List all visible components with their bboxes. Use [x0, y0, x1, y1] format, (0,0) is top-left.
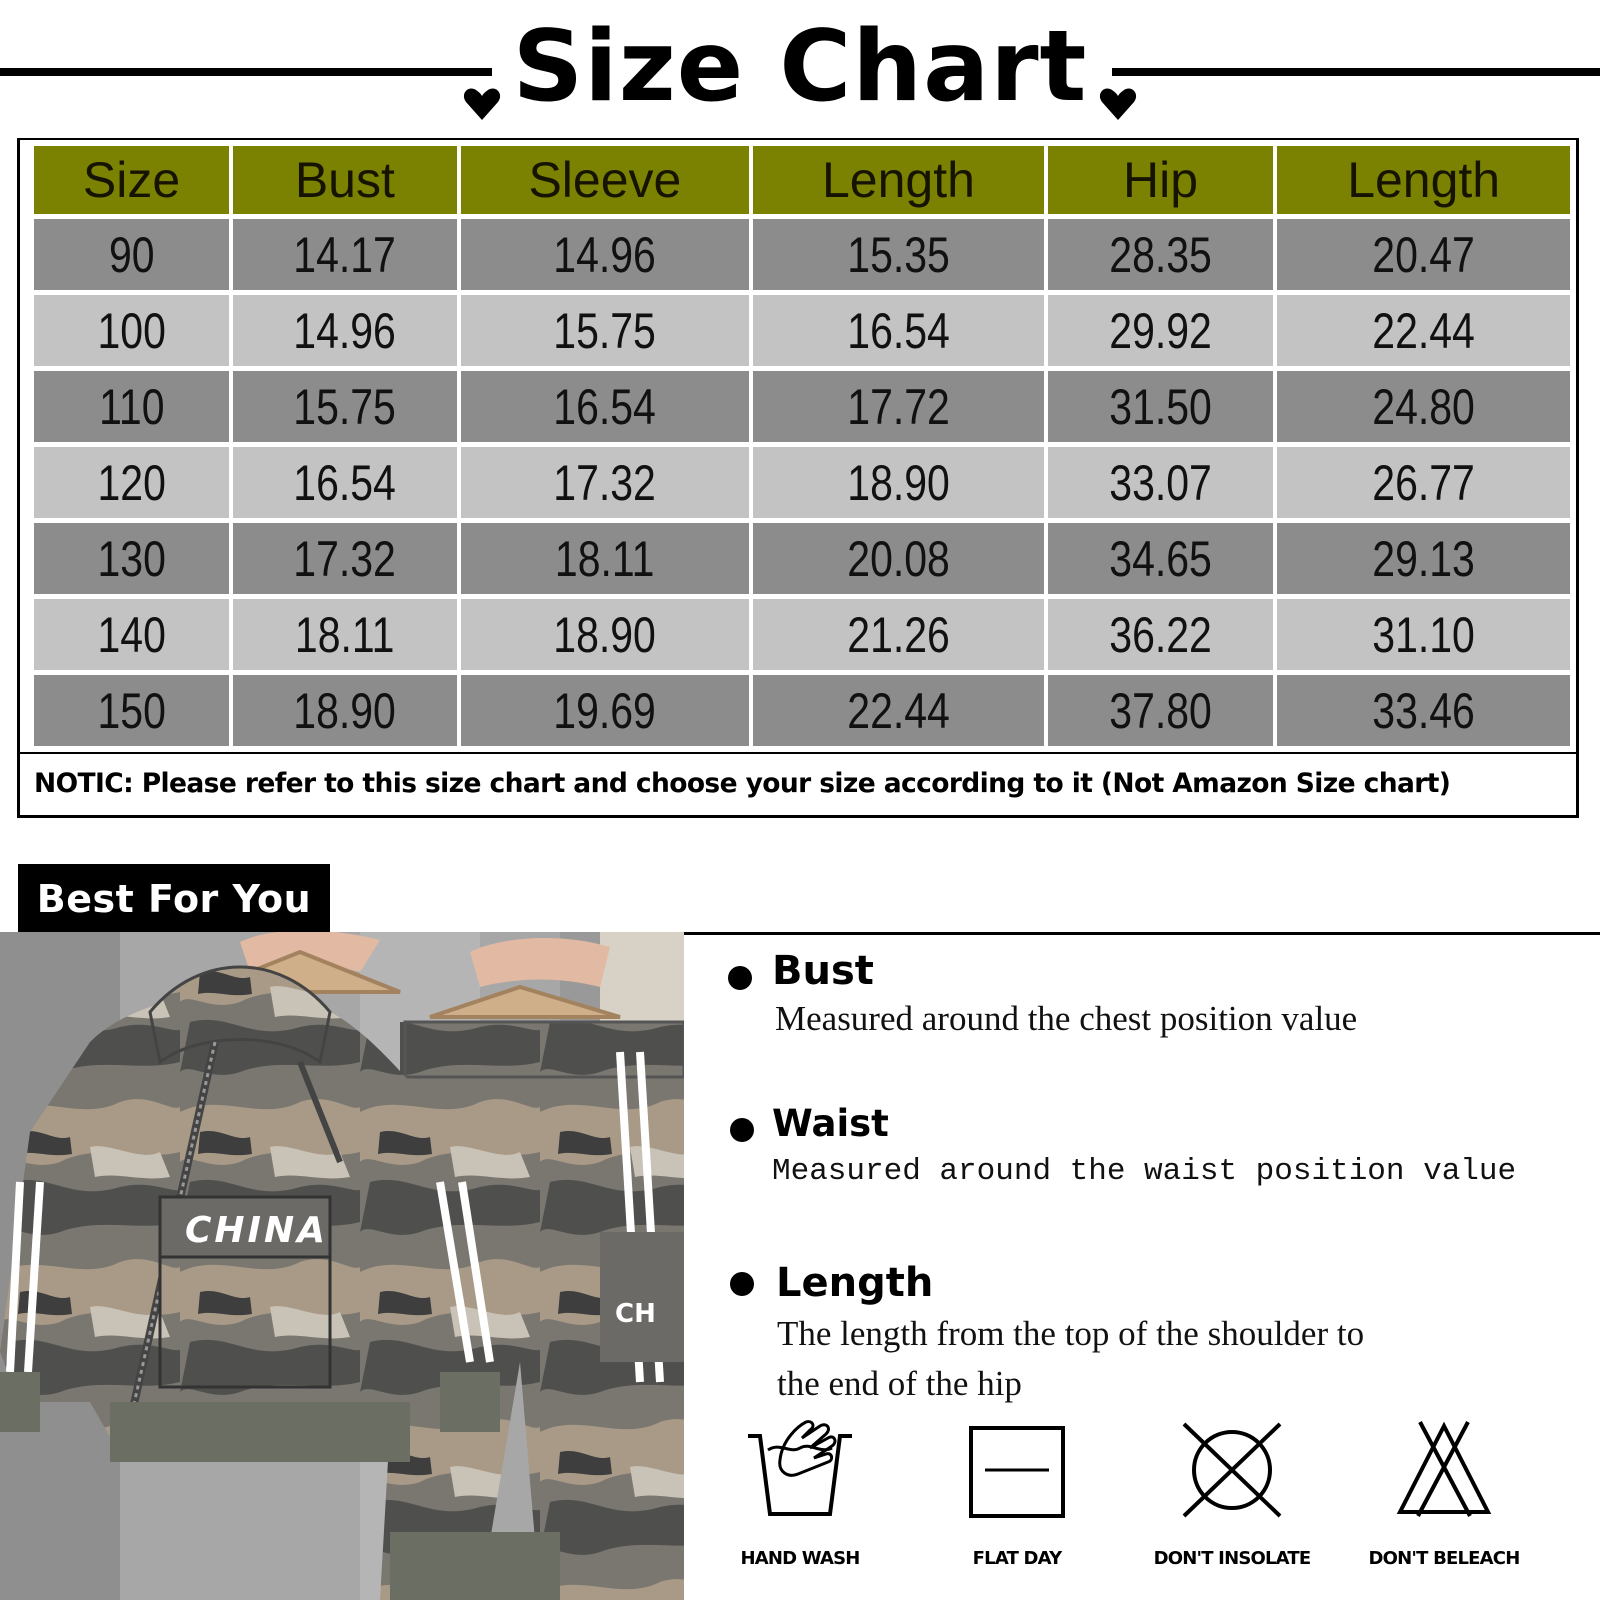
table-cell — [753, 219, 1044, 290]
table-cell — [34, 371, 229, 442]
table-cell — [1048, 599, 1274, 670]
column-header-size: Size — [34, 146, 229, 214]
cell-value: 33.46 — [1372, 682, 1475, 739]
cell-value: 17.32 — [553, 454, 657, 511]
care-item-do-not-insolate — [1132, 1420, 1332, 1570]
table-cell — [34, 447, 229, 518]
cell-value: 14.96 — [553, 226, 657, 283]
cell-value: 28.35 — [1109, 226, 1212, 283]
table-cell — [461, 295, 750, 366]
bullet-icon — [730, 1272, 754, 1296]
cell-value: 18.11 — [555, 530, 655, 587]
cell-value: 24.80 — [1372, 378, 1475, 435]
bust-title: Bust — [772, 948, 874, 994]
table-header-row — [34, 146, 1570, 214]
table-row — [34, 599, 1570, 670]
column-header-sleeve: Sleeve — [461, 146, 750, 214]
table-cell — [233, 447, 457, 518]
waist-title: Waist — [772, 1102, 889, 1145]
pants-print-text: CH — [615, 1299, 656, 1329]
heart-icon — [1098, 86, 1138, 122]
bullet-icon — [730, 1118, 754, 1142]
cell-value: 18.90 — [553, 606, 657, 663]
table-cell — [34, 295, 229, 366]
table-cell — [1277, 675, 1570, 746]
cell-value: 19.69 — [553, 682, 657, 739]
care-label: DON'T INSOLATE — [1153, 1548, 1311, 1569]
title-rule-right — [1112, 68, 1600, 76]
size-table — [30, 141, 1574, 751]
table-cell — [753, 371, 1044, 442]
cell-value: 14.17 — [293, 226, 397, 283]
cell-value: 130 — [97, 530, 166, 587]
table-cell — [34, 523, 229, 594]
care-item-do-not-bleach — [1344, 1420, 1544, 1570]
care-item-hand-wash — [700, 1420, 900, 1570]
table-body — [34, 219, 1570, 746]
column-header-hip: Hip — [1048, 146, 1274, 214]
cell-value: 15.75 — [553, 302, 657, 359]
cell-value: 120 — [97, 454, 166, 511]
hand-wash-icon — [740, 1420, 860, 1520]
table-cell — [34, 599, 229, 670]
bullet-icon — [728, 966, 752, 990]
cell-value: 14.96 — [293, 302, 397, 359]
table-row — [34, 447, 1570, 518]
cell-value: 20.08 — [847, 530, 950, 587]
cell-value: 100 — [97, 302, 166, 359]
cell-value: 150 — [97, 682, 166, 739]
cell-value: 34.65 — [1109, 530, 1212, 587]
table-cell — [233, 675, 457, 746]
table-cell — [753, 523, 1044, 594]
do-not-bleach-icon — [1384, 1420, 1504, 1520]
cell-value: 17.72 — [847, 378, 950, 435]
table-row — [34, 219, 1570, 290]
cell-value: 29.13 — [1372, 530, 1475, 587]
cell-value: 36.22 — [1109, 606, 1212, 663]
table-cell — [753, 295, 1044, 366]
cell-value: 16.54 — [293, 454, 397, 511]
cell-value: 17.32 — [293, 530, 397, 587]
table-row — [34, 523, 1570, 594]
best-for-you-badge: Best For You — [18, 864, 330, 934]
cell-value: 37.80 — [1109, 682, 1212, 739]
cell-value: 21.26 — [847, 606, 950, 663]
table-cell — [1277, 599, 1570, 670]
table-cell — [461, 371, 750, 442]
heart-icon — [462, 86, 502, 122]
table-cell — [461, 675, 750, 746]
info-divider — [684, 932, 1600, 935]
table-row — [34, 295, 1570, 366]
table-cell — [753, 599, 1044, 670]
length-description-line-2: the end of the hip — [777, 1364, 1022, 1403]
column-header-length-2: Length — [1277, 146, 1570, 214]
camo-outfit-illustration — [0, 932, 684, 1600]
cell-value: 22.44 — [847, 682, 950, 739]
cell-value: 16.54 — [847, 302, 950, 359]
pocket-print-text: CHINA — [185, 1210, 328, 1251]
table-cell — [34, 675, 229, 746]
table-cell — [1277, 523, 1570, 594]
table-cell — [233, 295, 457, 366]
notice-divider — [18, 752, 1578, 754]
table-cell — [1048, 295, 1274, 366]
cell-value: 18.90 — [293, 682, 397, 739]
cell-value: 18.11 — [295, 606, 395, 663]
table-cell — [461, 447, 750, 518]
cell-value: 16.54 — [553, 378, 657, 435]
length-title: Length — [776, 1260, 934, 1306]
table-cell — [1048, 371, 1274, 442]
length-description-line-1: The length from the top of the shoulder to — [777, 1314, 1365, 1353]
cell-value: 22.44 — [1372, 302, 1475, 359]
cell-value: 15.75 — [293, 378, 397, 435]
table-row — [34, 371, 1570, 442]
table-cell — [461, 599, 750, 670]
care-label: DON'T BELEACH — [1368, 1548, 1520, 1569]
table-cell — [753, 447, 1044, 518]
column-header-length: Length — [753, 146, 1044, 214]
table-cell — [1048, 523, 1274, 594]
table-cell — [1048, 447, 1274, 518]
table-cell — [34, 219, 229, 290]
cell-value: 31.10 — [1372, 606, 1475, 663]
product-photo — [0, 932, 684, 1600]
cell-value: 31.50 — [1109, 378, 1212, 435]
table-cell — [1277, 219, 1570, 290]
column-header-bust: Bust — [233, 146, 457, 214]
table-cell — [233, 219, 457, 290]
table-cell — [1048, 675, 1274, 746]
table-cell — [753, 675, 1044, 746]
table-cell — [1048, 219, 1274, 290]
size-notice: NOTIC: Please refer to this size chart and choose your size according to it (Not Amazon Size chart) — [34, 768, 1451, 799]
cell-value: 26.77 — [1372, 454, 1475, 511]
cell-value: 18.90 — [847, 454, 950, 511]
do-not-tumble-dry-icon — [1172, 1420, 1292, 1520]
table-row — [34, 675, 1570, 746]
cell-value: 110 — [98, 378, 165, 435]
table-cell — [233, 523, 457, 594]
cell-value: 90 — [108, 226, 155, 283]
cell-value: 33.07 — [1109, 454, 1212, 511]
title-rule-left — [0, 68, 492, 76]
waist-description: Measured around the waist position value — [772, 1154, 1517, 1189]
table-cell — [461, 219, 750, 290]
table-cell — [1277, 295, 1570, 366]
table-cell — [1277, 371, 1570, 442]
care-label: HAND WASH — [740, 1548, 860, 1569]
cell-value: 29.92 — [1109, 302, 1212, 359]
cell-value: 20.47 — [1372, 226, 1475, 283]
cell-value: 140 — [97, 606, 166, 663]
bust-description: Measured around the chest position value — [775, 999, 1358, 1038]
cell-value: 15.35 — [847, 226, 950, 283]
care-item-flat-dry — [917, 1420, 1117, 1570]
table-cell — [461, 523, 750, 594]
page-title: Size Chart — [512, 10, 1088, 124]
table-cell — [1277, 447, 1570, 518]
table-cell — [233, 371, 457, 442]
flat-dry-icon — [957, 1420, 1077, 1520]
care-label: FLAT DAY — [972, 1548, 1062, 1569]
table-cell — [233, 599, 457, 670]
